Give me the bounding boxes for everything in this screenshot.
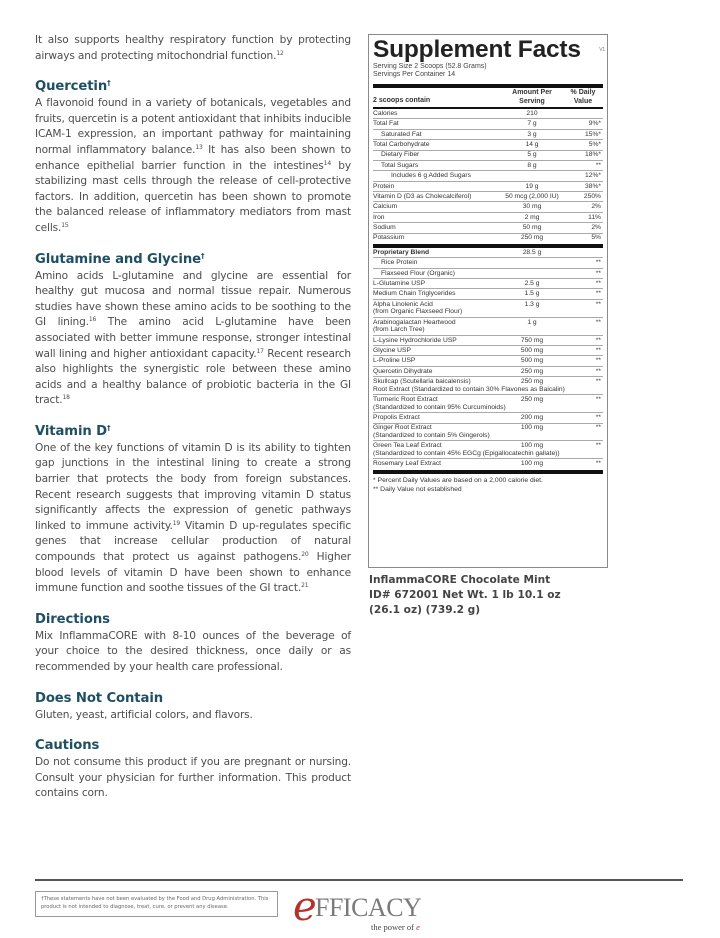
row-daily-value: ** xyxy=(595,336,601,344)
row-name: Calcium xyxy=(373,203,398,211)
section-title-cautions: Cautions xyxy=(35,738,100,754)
row-daily-value: ** xyxy=(595,367,601,375)
row-name: L-Proline USP xyxy=(373,357,416,365)
section-does-not-contain xyxy=(35,691,351,724)
row-subtext: (from Larch Tree) xyxy=(373,326,425,334)
row-name: Alpha Linolenic Acid xyxy=(373,300,433,308)
product-info xyxy=(369,573,561,618)
row-name: Rosemary Leaf Extract xyxy=(373,460,442,468)
section-body-vitamin-d: One of the key functions of vitamin D is its ability to tighten gap junctions in the intestinal lining to create a strong barrier that protects the body from foreign substances. Recent research suggests that improving vitamin D status significantly affects the expression of genetic pathways linked to immune activity.$^{19}$ Vitamin D up-regulates specific genes that increase cellular production of natural compounds that protect us against pathogens.$^{20}$ Higher blood levels of vitamin D have been shown to enhance immune function and soothe tissues of the GI tract.$^{21}$ xyxy=(35,441,351,595)
row-daily-value: 18%* xyxy=(585,151,601,159)
row-amount: 100 mg xyxy=(520,424,544,432)
row-amount xyxy=(501,270,563,278)
row-name: Dietary Fiber xyxy=(381,151,420,159)
facts-row xyxy=(373,366,603,376)
section-body-directions: Mix InflammaCORE with 8-10 ounces of the beverage of your choice to the desired thickness, once daily or as recommended by your health care professional. xyxy=(35,629,351,673)
facts-row xyxy=(373,440,603,458)
footnote-daily-values: * Percent Daily Values are based on a 2,000 calorie diet. xyxy=(373,476,543,484)
row-daily-value: ** xyxy=(595,318,601,326)
row-amount: 250 mg xyxy=(520,378,544,386)
row-amount: 210 xyxy=(526,109,538,117)
row-daily-value: 15%* xyxy=(585,130,601,138)
section-body-glutamine-glycine: Amino acids L-glutamine and glycine are essential for healthy gut mucosa and normal tissue repair. Numerous studies have shown these amino acids to be soothing to the GI lining.$^{16}$ The amino acid L-glutamine have been associated with better immune response, stronger intestinal wall lining and higher antioxidant capacity.$^{17}$ Recent research also highlights the synergistic role between these amino acids and a healthy balance of probiotic bacteria in the GI tract.$^{18}$ xyxy=(35,269,351,407)
fda-disclaimer: †These statements have not been evaluated by the Food and Drug Administration. This product is not intended to diagnose, treat, cure, or prevent any disease. xyxy=(35,891,278,917)
logo-wordmark: FFICACY xyxy=(315,893,422,922)
row-amount: 500 mg xyxy=(520,346,544,354)
row-subtext: Root Extract (Standardized to contain 30% Flavones as Baicalin) xyxy=(373,385,565,393)
facts-row xyxy=(373,257,603,267)
facts-row xyxy=(373,170,603,180)
facts-row xyxy=(373,201,603,211)
facts-row xyxy=(373,458,603,468)
row-amount: 50 mcg (2,000 IU) xyxy=(505,192,559,200)
row-name: Propolis Extract xyxy=(373,414,420,422)
row-name: Calories xyxy=(373,109,398,117)
blend-rows xyxy=(373,248,603,469)
row-name: Iron xyxy=(373,213,385,221)
row-amount: 5 g xyxy=(527,151,537,159)
row-daily-value: 2% xyxy=(591,224,601,232)
row-amount: 100 mg xyxy=(520,460,544,468)
logo-e-icon: e xyxy=(293,884,317,930)
facts-row xyxy=(373,118,603,128)
row-name: Rice Protein xyxy=(381,259,418,267)
row-daily-value: ** xyxy=(595,396,601,404)
logo-tagline: the power of e xyxy=(371,922,420,932)
facts-row xyxy=(373,355,603,365)
section-quercetin xyxy=(35,79,351,236)
row-daily-value: ** xyxy=(595,442,601,450)
row-name: Ginger Root Extract xyxy=(373,424,432,432)
header-amount: Amount Per Serving xyxy=(512,89,552,105)
product-name: InflammaCORE Chocolate Mint xyxy=(369,574,551,586)
row-amount: 30 mg xyxy=(522,203,542,211)
facts-row xyxy=(373,299,603,317)
row-daily-value: ** xyxy=(595,269,601,277)
row-amount: 500 mg xyxy=(520,357,544,365)
row-name: Arabinogalactan Heartwood xyxy=(373,318,456,326)
row-amount: 100 mg xyxy=(520,442,544,450)
row-name: Green Tea Leaf Extract xyxy=(373,442,442,450)
section-title-glutamine-glycine: Glutamine and Glycine† xyxy=(35,251,205,267)
row-name: Sodium xyxy=(373,224,396,232)
row-name: Saturated Fat xyxy=(381,130,422,138)
row-name: Total Carbohydrate xyxy=(373,141,430,149)
row-daily-value: 250% xyxy=(583,192,601,200)
row-amount: 2 mg xyxy=(524,213,540,221)
row-amount: 7 g xyxy=(527,120,537,128)
facts-row xyxy=(373,150,603,160)
facts-footnotes xyxy=(373,474,603,494)
row-daily-value: ** xyxy=(595,300,601,308)
row-subtext: (from Organic Flaxseed Flour) xyxy=(373,308,463,316)
row-name: Proprietary Blend xyxy=(373,248,430,256)
facts-row xyxy=(373,376,603,394)
facts-header-row xyxy=(373,88,603,107)
serving-size: Serving Size 2 Scoops (52.8 Grams) xyxy=(373,63,487,70)
version-mark: V1 xyxy=(599,47,605,53)
row-amount: 28.5 g xyxy=(522,248,542,256)
section-body-quercetin: A flavonoid found in a variety of botanicals, vegetables and fruits, quercetin is a potent antioxidant that inhibits inducible ICAM-1 expression, an important pathway for maintaining normal inflammatory balance.$^{13}$ It has also been shown to enhance epithelial barrier function in the intestines$^{14}$ by stabilizing mast cells through the release of cell-protective factors. In addition, quercetin has been shown to promote the balanced release of inflammatory mediators from mast cells.$^{15}$ xyxy=(35,97,351,234)
row-amount: 19 g xyxy=(525,182,539,190)
product-id-weight: ID# 672001 Net Wt. 1 lb 10.1 oz xyxy=(369,589,561,601)
row-name: Flaxseed Flour (Organic) xyxy=(381,269,455,277)
facts-row xyxy=(373,394,603,412)
row-daily-value: 5%* xyxy=(588,141,601,149)
footer-rule xyxy=(35,879,683,881)
row-name: Protein xyxy=(373,182,395,190)
row-daily-value: ** xyxy=(595,161,601,169)
footnote-not-established: ** Daily Value not established xyxy=(373,485,462,493)
row-amount: 1.3 g xyxy=(524,300,540,308)
row-daily-value: ** xyxy=(595,346,601,354)
row-subtext: (Standardized to contain 45% EGCg (Epigallocatechin gallate)) xyxy=(373,449,560,457)
facts-row xyxy=(373,423,603,441)
row-name: L-Glutamine USP xyxy=(373,279,426,287)
product-weight-metric: (26.1 oz) (739.2 g) xyxy=(369,604,481,616)
facts-row xyxy=(373,191,603,201)
row-daily-value xyxy=(563,249,603,257)
section-title-quercetin: Quercetin† xyxy=(35,79,111,95)
row-amount: 1 g xyxy=(527,318,537,326)
row-subtext: (Standardized to contain 5% Gingerols) xyxy=(373,431,490,439)
row-name: Medium Chain Triglycerides xyxy=(373,290,456,298)
facts-row xyxy=(373,233,603,243)
row-daily-value: 38%* xyxy=(585,182,601,190)
section-body-does-not-contain: Gluten, yeast, artificial colors, and flavors. xyxy=(35,708,253,721)
row-name: Glycine USP xyxy=(373,346,411,354)
row-amount: 1.5 g xyxy=(524,290,540,298)
row-amount: 250 mg xyxy=(520,367,544,375)
facts-row xyxy=(373,222,603,232)
row-amount: 250 mg xyxy=(520,396,544,404)
row-daily-value: ** xyxy=(595,290,601,298)
nutrient-rows xyxy=(373,109,603,243)
facts-row xyxy=(373,278,603,288)
facts-row xyxy=(373,317,603,335)
row-name: Skullcap (Scutellaria baicalensis) xyxy=(373,378,471,386)
supplement-facts-panel xyxy=(368,34,608,568)
row-name: Includes 6 g Added Sugars xyxy=(391,172,471,180)
section-glutamine-glycine xyxy=(35,252,351,409)
section-title-does-not-contain: Does Not Contain xyxy=(35,690,164,706)
section-title-vitamin-d: Vitamin D† xyxy=(35,423,111,439)
row-name: Total Fat xyxy=(373,120,399,128)
row-amount: 750 mg xyxy=(520,336,544,344)
row-amount: 2.5 g xyxy=(524,279,540,287)
header-serving-label: 2 scoops contain xyxy=(373,96,431,104)
row-name: Quercetin Dihydrate xyxy=(373,367,433,375)
facts-row xyxy=(373,248,603,257)
section-cautions xyxy=(35,738,351,802)
row-subtext: (Standardized to contain 95% Curcuminoids) xyxy=(373,403,506,411)
row-daily-value: ** xyxy=(595,414,601,422)
section-vitamin-d xyxy=(35,424,351,597)
row-amount: 250 mg xyxy=(520,234,544,242)
section-body-cautions: Do not consume this product if you are pregnant or nursing. Consult your physician for further information. This product contains corn. xyxy=(35,756,351,800)
efficacy-logo xyxy=(293,884,453,935)
row-amount: 14 g xyxy=(525,141,539,149)
section-title-directions: Directions xyxy=(35,611,110,627)
facts-row xyxy=(373,288,603,298)
facts-row xyxy=(373,160,603,170)
row-amount: 3 g xyxy=(527,130,537,138)
facts-row xyxy=(373,181,603,191)
row-amount xyxy=(501,259,563,267)
facts-row xyxy=(373,109,603,118)
supplement-facts-title: Supplement Facts V1 xyxy=(373,36,605,63)
row-daily-value: 2% xyxy=(591,203,601,211)
row-daily-value: ** xyxy=(595,357,601,365)
facts-row xyxy=(373,268,603,278)
row-name: Turmeric Root Extract xyxy=(373,396,438,404)
left-column xyxy=(35,33,351,802)
facts-row xyxy=(373,212,603,222)
row-daily-value: ** xyxy=(595,378,601,386)
row-name: L-Lysine Hydrochloride USP xyxy=(373,336,457,344)
servings-per-container: Servings Per Container 14 xyxy=(373,71,456,78)
row-daily-value xyxy=(563,110,603,118)
row-daily-value: 9%* xyxy=(588,120,601,128)
row-daily-value: ** xyxy=(595,259,601,267)
facts-row xyxy=(373,129,603,139)
section-directions xyxy=(35,612,351,676)
row-amount: 200 mg xyxy=(520,414,544,422)
intro-paragraph: It also supports healthy respiratory function by protecting airways and protecting mitochondrial function.$^{12}$ xyxy=(35,34,351,62)
row-amount: 8 g xyxy=(527,161,537,169)
row-amount: 50 mg xyxy=(522,224,542,232)
row-daily-value: ** xyxy=(595,279,601,287)
row-name: Total Sugars xyxy=(381,161,419,169)
facts-row xyxy=(373,335,603,345)
row-daily-value: 5% xyxy=(591,234,601,242)
row-daily-value: ** xyxy=(595,424,601,432)
row-amount xyxy=(501,172,563,180)
row-daily-value: 12%* xyxy=(585,172,601,180)
facts-row xyxy=(373,345,603,355)
row-daily-value: ** xyxy=(595,460,601,468)
row-name: Potassium xyxy=(373,234,405,242)
facts-row xyxy=(373,139,603,149)
row-name: Vitamin D (D3 as Cholecalciferol) xyxy=(373,192,472,200)
facts-row xyxy=(373,412,603,422)
header-daily-value: % Daily Value xyxy=(570,89,596,105)
row-daily-value: 11% xyxy=(588,213,601,221)
